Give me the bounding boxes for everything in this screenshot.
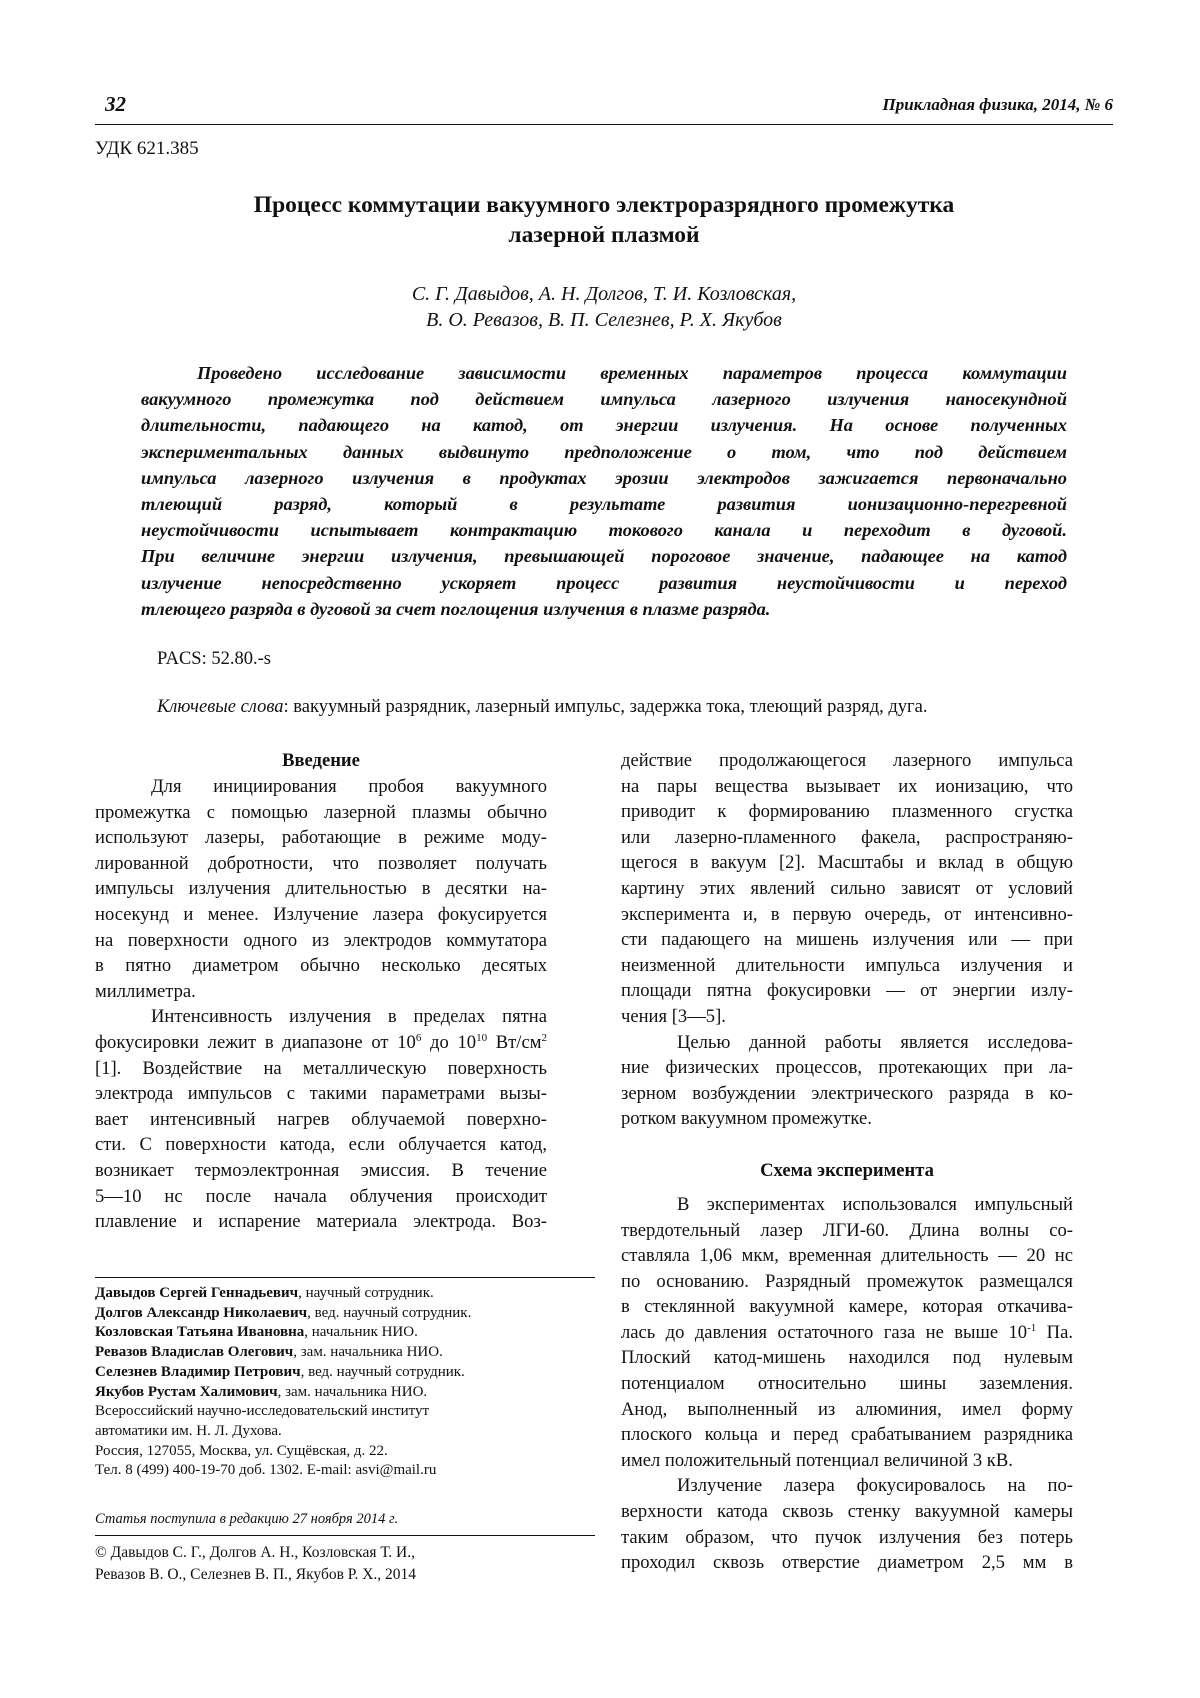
text-line: эксперимента и, в первую очередь, от интенсивно- <box>621 903 1073 925</box>
abstract-line: излучение непосредственно ускоряет процесс развития неустойчивости и переход <box>141 572 1067 593</box>
text-fragment: до 10 <box>421 1031 477 1053</box>
udk-code: УДК 621.385 <box>95 138 199 159</box>
abstract-line: При величине энергии излучения, превышающей пороговое значение, падающее на катод <box>141 546 1067 567</box>
text-line: Излучение лазера фокусировалось на по- <box>677 1475 1073 1497</box>
text-line: Анод, выполненный из алюминия, имел форму <box>621 1398 1073 1420</box>
authors-line: С. Г. Давыдов, А. Н. Долгов, Т. И. Козловская, <box>411 283 797 305</box>
copyright-divider <box>95 1535 595 1536</box>
abstract-line: импульса лазерного излучения в продуктах эрозии электродов зажигается первоначально <box>141 467 1067 488</box>
person-name: Селезнев Владимир Петрович <box>95 1363 301 1380</box>
text-line: верхности катода сквозь стенку вакуумной камеры <box>621 1501 1073 1523</box>
abstract-line: экспериментальных данных выдвинуто предположение о том, что под действием <box>141 441 1067 462</box>
person-name: Долгов Александр Николаевич <box>95 1304 308 1321</box>
text-line: Для инициирования пробоя вакуумного <box>151 776 547 797</box>
text-line: импульсы излучения длительностью в десятки на- <box>95 878 547 900</box>
contact-info: Тел. 8 (499) 400-19-70 доб. 1302. E-mail: asvi@mail.ru <box>95 1462 437 1479</box>
text-fragment: Вт/см <box>487 1031 542 1053</box>
affiliation-person <box>95 1284 615 1304</box>
focusing-paragraph <box>621 1473 1073 1575</box>
person-role: , вед. научный сотрудник. <box>300 1363 465 1380</box>
person-name: Давыдов Сергей Геннадьевич <box>95 1285 299 1301</box>
institute-name: автоматики им. Н. Л. Духова. <box>95 1422 282 1439</box>
abstract-line: тлеющий разряд, который в результате развития ионизационно-перегревной <box>141 494 1067 515</box>
affiliation-person <box>95 1304 615 1324</box>
abstract-line: вакуумного промежутка под действием импульса лазерного излучения наносекундной <box>141 389 1067 410</box>
text-line: используют лазеры, работающие в режиме моду- <box>95 827 547 849</box>
text-line: в пятно диаметром обычно несколько десятых <box>95 955 547 977</box>
exponent: 2 <box>541 1031 547 1044</box>
text-line: проходил сквозь отверстие диаметром 2,5 мм в <box>621 1552 1073 1574</box>
text-line: лированной добротности, что позволяет получать <box>95 852 547 874</box>
text-line: площади пятна фокусировки — от энергии излу- <box>621 980 1073 1002</box>
running-header <box>95 90 1113 125</box>
text-fragment: лась до давления остаточного газа не выше 10 <box>621 1321 1028 1343</box>
abstract-line: неустойчивости испытывает контрактацию токового канала и переходит в дуговой. <box>141 520 1067 541</box>
text-line: носекунд и менее. Излучение лазера фокусируется <box>95 903 547 925</box>
abstract-line: длительности, падающего на катод, от энергии излучения. На основе полученных <box>141 415 1067 436</box>
text-line: или лазерно-пламенного факела, распространяю- <box>621 826 1073 848</box>
person-role: , научный сотрудник. <box>298 1285 434 1301</box>
affiliation-person <box>95 1323 615 1343</box>
affiliation-person <box>95 1383 615 1403</box>
text-line: вает интенсивный нагрев облучаемой поверхно- <box>95 1108 547 1130</box>
article-title <box>95 190 1113 250</box>
affiliation-person <box>95 1363 615 1383</box>
text-line: возникает термоэлектронная эмиссия. В течение <box>95 1159 547 1181</box>
person-name: Козловская Татьяна Ивановна <box>95 1324 305 1341</box>
authors-line: В. О. Ревазов, В. П. Селезнев, Р. Х. Якубов <box>426 309 782 331</box>
pacs-code: PACS: 52.80.-s <box>157 649 271 669</box>
text-fragment: фокусировки лежит в диапазоне от 10 <box>95 1031 416 1053</box>
affiliation-person <box>95 1343 615 1363</box>
text-line: имел положительный потенциал величиной 3 кВ. <box>621 1449 1013 1471</box>
intensity-range-line <box>95 1030 547 1056</box>
text-fragment: Па. <box>1036 1321 1073 1343</box>
text-line: электрода импульсов с такими параметрами вызы- <box>95 1083 547 1105</box>
text-line: В экспериментах использовался импульсный <box>677 1193 1073 1215</box>
copyright-notice <box>95 1542 615 1585</box>
copyright-line: © Давыдов С. Г., Долгов А. Н., Козловская Т. И., <box>95 1544 415 1561</box>
text-line: по основанию. Разрядный промежуток размещался <box>621 1270 1073 1292</box>
text-line: ротком вакуумном промежутке. <box>621 1108 872 1130</box>
right-column <box>621 748 1073 1576</box>
text-line: зерном возбуждении электрического разряда в ко- <box>621 1082 1073 1104</box>
experiment-paragraph <box>621 1192 1073 1474</box>
text-line: сти падающего на мишень излучения или — при <box>621 929 1073 951</box>
title-line: Процесс коммутации вакуумного электроразрядного промежутка <box>253 192 955 218</box>
text-line: потенциалом относительно шины заземления. <box>621 1373 1073 1395</box>
footnote-divider <box>95 1277 595 1278</box>
intensity-paragraph <box>95 1004 547 1234</box>
abstract <box>141 360 1067 622</box>
text-line: плоского кольца и перед срабатыванием разрядника <box>621 1424 1073 1446</box>
text-line: неизменной длительности импульса излучения и <box>621 954 1073 976</box>
person-name: Ревазов Владислав Олегович <box>95 1344 294 1361</box>
text-line: 5—10 нс после начала облучения происходит <box>95 1185 547 1207</box>
page-number: 32 <box>105 92 126 116</box>
text-line: Плоский катод-мишень находился под нулевым <box>621 1347 1073 1369</box>
text-line: ние физических процессов, протекающих при ла- <box>621 1057 1073 1079</box>
institute-name: Всероссийский научно-исследовательский институт <box>95 1403 430 1420</box>
text-line: миллиметра. <box>95 980 196 1002</box>
title-line: лазерной плазмой <box>508 222 700 248</box>
person-role: , начальник НИО. <box>304 1324 418 1341</box>
text-line: промежутка с помощью лазерной плазмы обычно <box>95 801 547 823</box>
continued-paragraph <box>621 748 1073 1030</box>
institute-address: Россия, 127055, Москва, ул. Сущёвская, д. 22. <box>95 1442 388 1459</box>
author-list <box>95 281 1113 333</box>
text-line: ставляла 1,06 мкм, временная длительность — 20 нс <box>621 1245 1073 1267</box>
keywords <box>157 697 1117 718</box>
pressure-line <box>621 1320 1073 1346</box>
text-line: Целью данной работы является исследова- <box>677 1031 1073 1053</box>
text-line: на поверхности одного из электродов коммутатора <box>95 929 547 951</box>
person-role: , вед. научный сотрудник. <box>307 1304 472 1321</box>
goal-paragraph <box>621 1030 1073 1132</box>
text-line: картину этих явлений сильно зависят от условий <box>621 877 1073 899</box>
person-role: , зам. начальника НИО. <box>277 1383 428 1400</box>
left-column <box>95 748 547 1235</box>
abstract-line: Проведено исследование зависимости временных параметров процесса коммутации <box>197 363 1067 383</box>
person-name: Якубов Рустам Халимович <box>95 1383 278 1400</box>
text-line: твердотельный лазер ЛГИ-60. Длина волны со- <box>621 1219 1073 1241</box>
text-line: Интенсивность излучения в пределах пятна <box>151 1006 547 1028</box>
author-affiliations <box>95 1284 615 1481</box>
text-line: плавление и испарение материала электрода. Воз- <box>95 1211 547 1233</box>
text-line: на пары вещества вызывает их ионизацию, что <box>621 775 1073 797</box>
received-date: Статья поступила в редакцию 27 ноября 2014 г. <box>95 1511 399 1527</box>
copyright-line: Ревазов В. О., Селезнев В. П., Якубов Р. Х., 2014 <box>95 1565 417 1583</box>
keywords-label: Ключевые слова <box>157 697 284 717</box>
intro-paragraph <box>95 774 547 1004</box>
section-heading-introduction: Введение <box>282 750 360 771</box>
exponent: 6 <box>415 1031 422 1044</box>
text-line: действие продолжающегося лазерного импульса <box>621 750 1073 771</box>
text-line: [1]. Воздействие на металлическую поверхность <box>95 1057 547 1079</box>
keywords-text: : вакуумный разрядник, лазерный импульс, задержка тока, тлеющий разряд, дуга. <box>283 697 928 717</box>
text-line: приводит к формированию плазменного сгустка <box>621 801 1073 823</box>
abstract-line: тлеющего разряда в дуговой за счет поглощения излучения в плазме разряда. <box>141 598 771 619</box>
text-line: таким образом, что пучок излучения без потерь <box>621 1526 1073 1548</box>
section-heading-experiment: Схема эксперимента <box>760 1159 934 1181</box>
person-role: , зам. начальника НИО. <box>293 1344 443 1361</box>
text-line: сти. С поверхности катода, если облучается катод, <box>95 1134 547 1156</box>
exponent: -1 <box>1027 1321 1037 1334</box>
journal-citation: Прикладная физика, 2014, № 6 <box>882 95 1113 114</box>
text-line: чения [3—5]. <box>621 1005 726 1027</box>
exponent: 10 <box>476 1031 488 1044</box>
text-line: щегося в вакуум [2]. Масштабы и вклад в общую <box>621 852 1073 874</box>
text-line: в стеклянной вакуумной камере, которая откачива- <box>621 1296 1073 1318</box>
